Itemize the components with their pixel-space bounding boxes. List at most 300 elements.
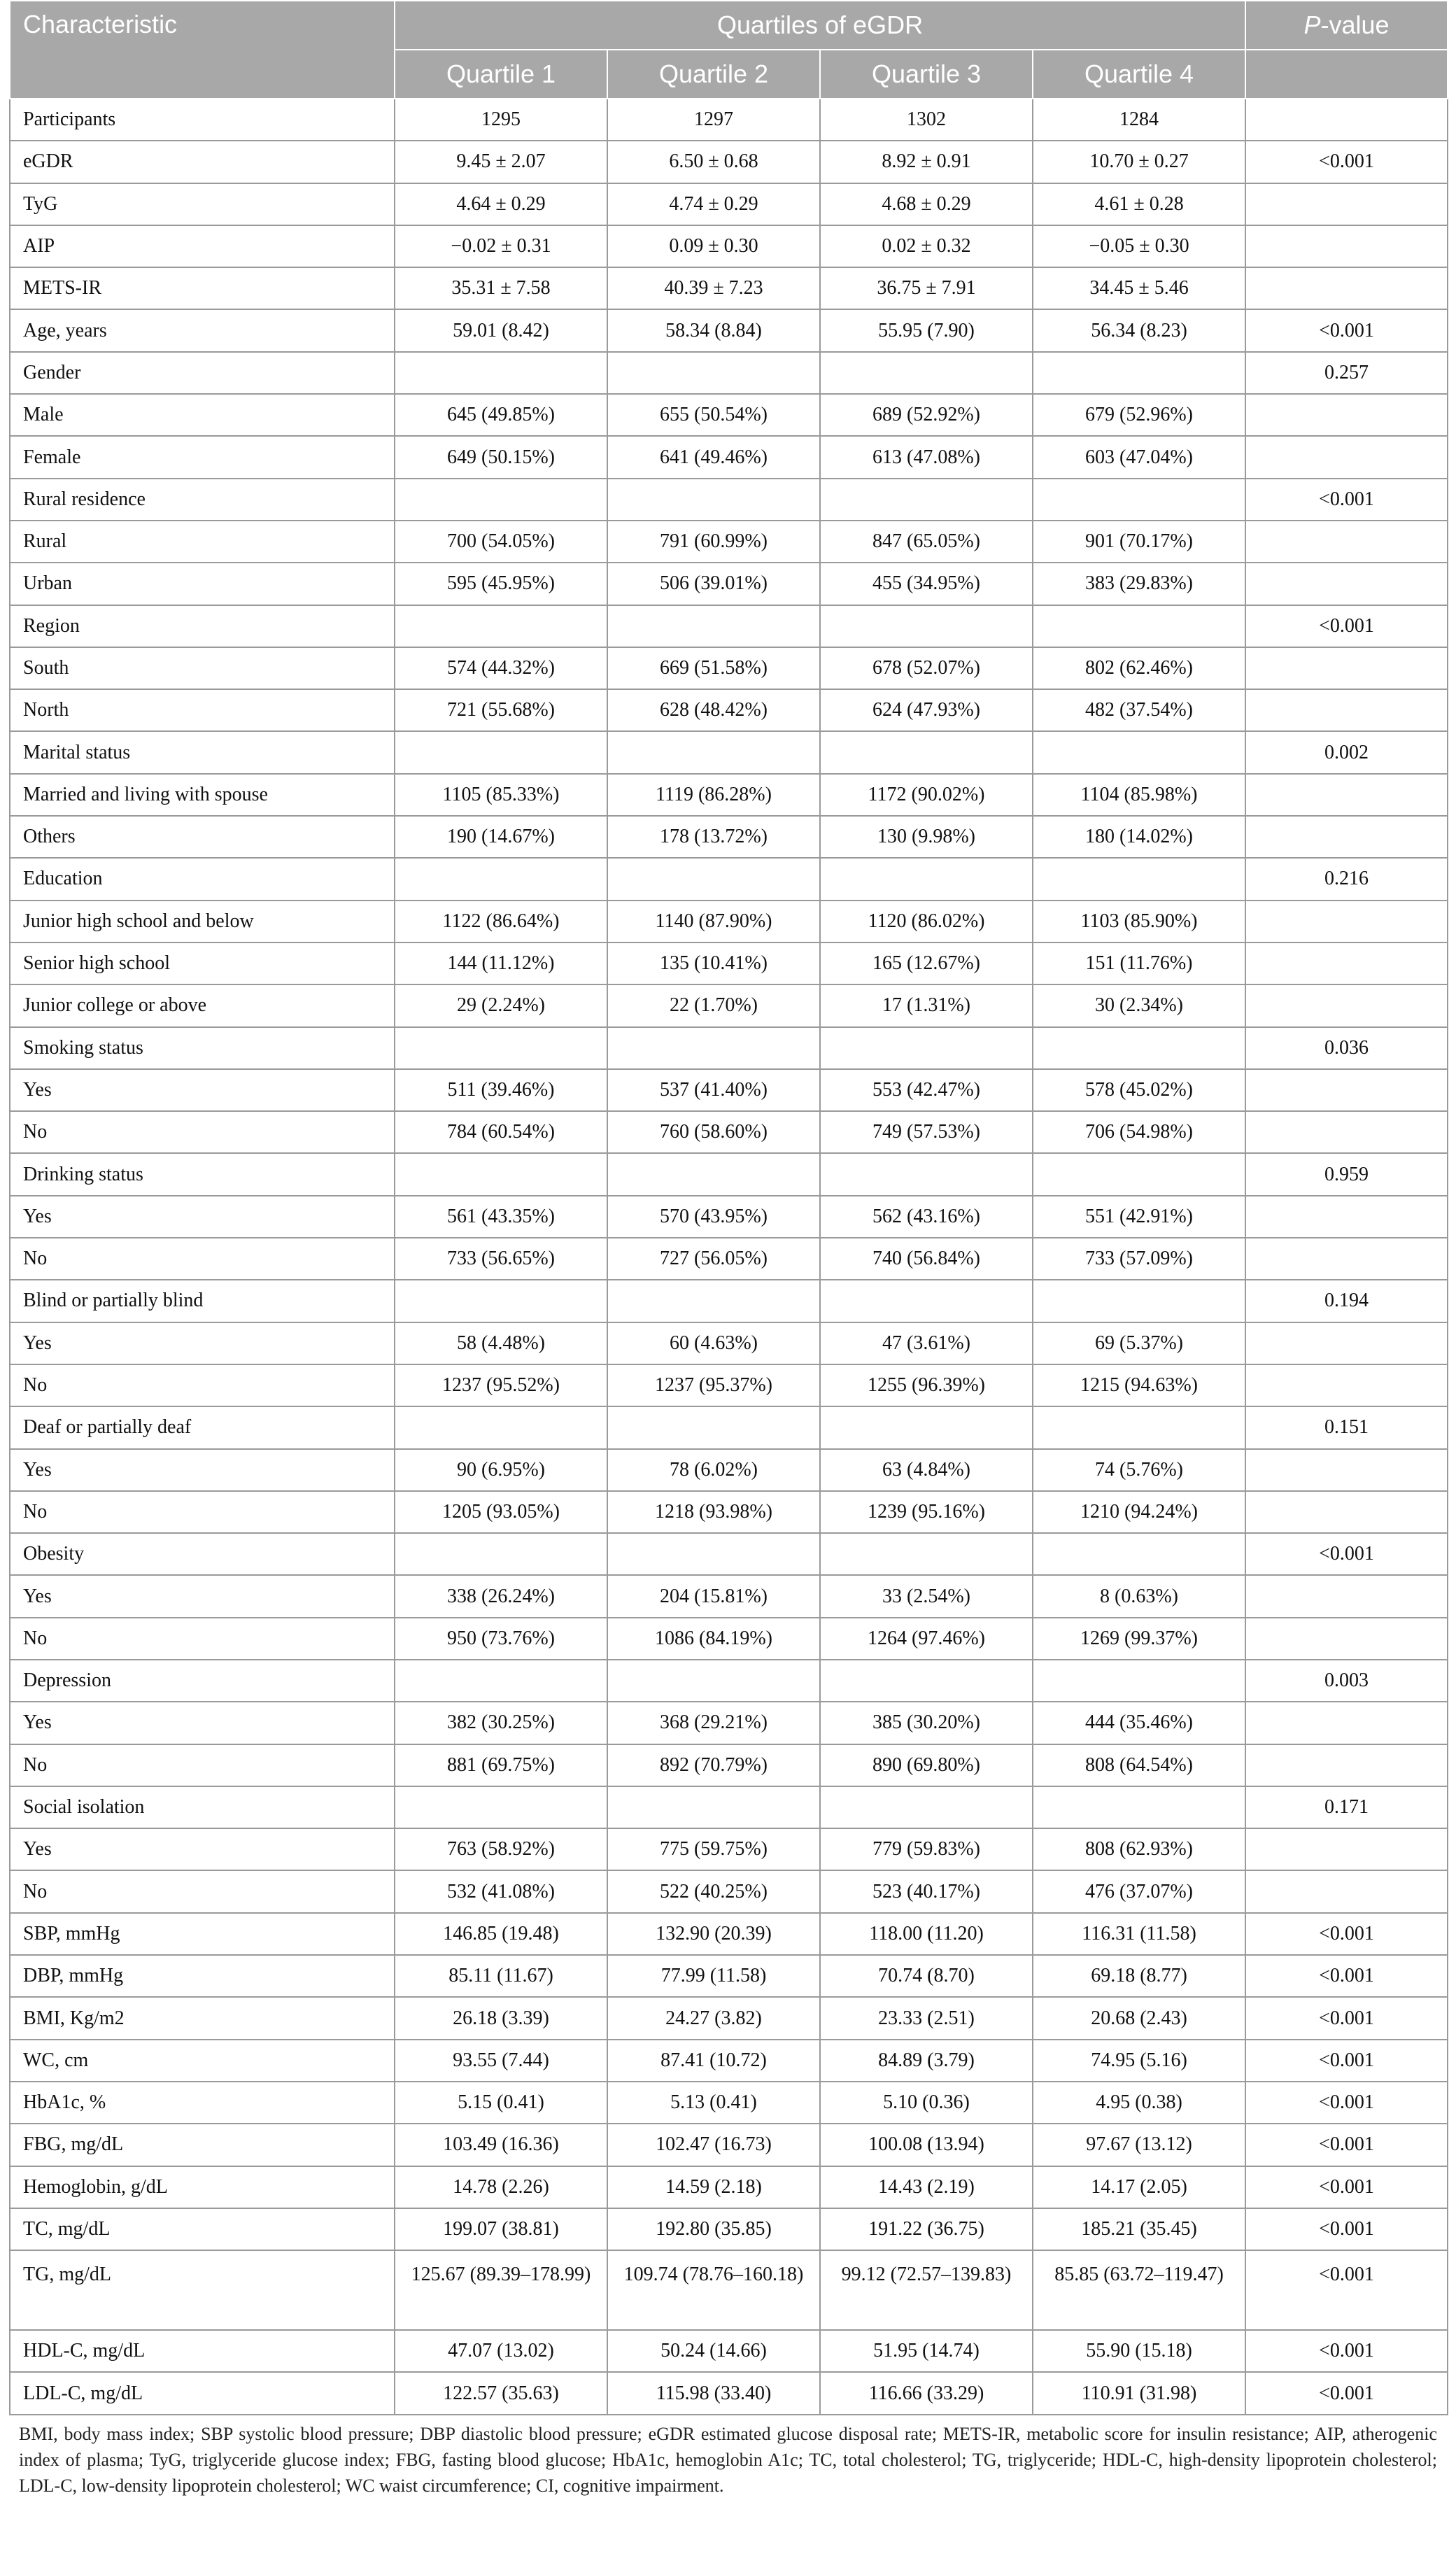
cell-quartile-3: 562 (43.16%) <box>820 1196 1033 1238</box>
cell-quartile-4: 110.91 (31.98) <box>1033 2372 1245 2414</box>
cell-p-value <box>1245 1828 1448 1870</box>
table-container <box>9 0 1447 2499</box>
cell-p-value: <0.001 <box>1245 2040 1448 2082</box>
cell-quartile-2: 60 (4.63%) <box>607 1322 820 1364</box>
cell-quartile-1: 595 (45.95%) <box>395 563 607 605</box>
cell-quartile-3: 130 (9.98%) <box>820 816 1033 858</box>
cell-quartile-1: 125.67 (89.39–178.99) <box>395 2250 607 2330</box>
cell-quartile-3: 455 (34.95%) <box>820 563 1033 605</box>
cell-quartile-1 <box>395 1153 607 1195</box>
cell-characteristic: No <box>10 1744 395 1786</box>
cell-characteristic: Married and living with spouse <box>10 774 395 816</box>
table-row <box>10 1027 1448 1069</box>
cell-characteristic: Yes <box>10 1828 395 1870</box>
cell-characteristic: Yes <box>10 1702 395 1744</box>
cell-quartile-4: 476 (37.07%) <box>1033 1870 1245 1912</box>
cell-quartile-1: 26.18 (3.39) <box>395 1997 607 2039</box>
cell-p-value <box>1245 1196 1448 1238</box>
cell-quartile-2: 204 (15.81%) <box>607 1575 820 1617</box>
cell-quartile-4: 1210 (94.24%) <box>1033 1491 1245 1533</box>
table-row <box>10 942 1448 984</box>
cell-p-value <box>1245 521 1448 563</box>
cell-characteristic: Yes <box>10 1449 395 1491</box>
cell-quartile-3 <box>820 1660 1033 1702</box>
cell-quartile-2: 368 (29.21%) <box>607 1702 820 1744</box>
cell-quartile-4: 20.68 (2.43) <box>1033 1997 1245 2039</box>
cell-quartile-2: 5.13 (0.41) <box>607 2082 820 2124</box>
cell-quartile-1 <box>395 1027 607 1069</box>
table-row <box>10 2166 1448 2208</box>
cell-quartile-1: 29 (2.24%) <box>395 984 607 1026</box>
cell-quartile-3: 740 (56.84%) <box>820 1238 1033 1280</box>
cell-quartile-1: 721 (55.68%) <box>395 689 607 731</box>
cell-quartile-4: 151 (11.76%) <box>1033 942 1245 984</box>
cell-p-value <box>1245 183 1448 225</box>
cell-quartile-4: 180 (14.02%) <box>1033 816 1245 858</box>
cell-quartile-3: 749 (57.53%) <box>820 1111 1033 1153</box>
cell-quartile-2 <box>607 1786 820 1828</box>
cell-quartile-2: 1297 <box>607 99 820 141</box>
table-row <box>10 183 1448 225</box>
cell-quartile-4 <box>1033 1280 1245 1322</box>
cell-quartile-1: 9.45 ± 2.07 <box>395 141 607 183</box>
cell-p-value <box>1245 901 1448 942</box>
cell-p-value <box>1245 394 1448 436</box>
table-row <box>10 2330 1448 2372</box>
cell-characteristic: DBP, mmHg <box>10 1955 395 1997</box>
cell-quartile-2: 537 (41.40%) <box>607 1069 820 1111</box>
table-row <box>10 436 1448 478</box>
cell-characteristic: Blind or partially blind <box>10 1280 395 1322</box>
cell-p-value: <0.001 <box>1245 1997 1448 2039</box>
cell-quartile-2: 791 (60.99%) <box>607 521 820 563</box>
cell-quartile-4: 1104 (85.98%) <box>1033 774 1245 816</box>
table-header <box>10 1 1448 99</box>
cell-quartile-3 <box>820 858 1033 900</box>
table-row <box>10 394 1448 436</box>
cell-p-value: 0.257 <box>1245 352 1448 394</box>
cell-quartile-2 <box>607 1153 820 1195</box>
cell-quartile-4: 383 (29.83%) <box>1033 563 1245 605</box>
table-row <box>10 309 1448 351</box>
table-row <box>10 1069 1448 1111</box>
cell-quartile-1: 122.57 (35.63) <box>395 2372 607 2414</box>
cell-quartile-3: 116.66 (33.29) <box>820 2372 1033 2414</box>
cell-characteristic: North <box>10 689 395 731</box>
cell-quartile-3: 847 (65.05%) <box>820 521 1033 563</box>
cell-quartile-4: 56.34 (8.23) <box>1033 309 1245 351</box>
cell-quartile-4: 185.21 (35.45) <box>1033 2208 1245 2250</box>
cell-quartile-2: 570 (43.95%) <box>607 1196 820 1238</box>
cell-characteristic: Rural residence <box>10 479 395 521</box>
cell-characteristic: AIP <box>10 225 395 267</box>
table-row <box>10 858 1448 900</box>
cell-quartile-3: 33 (2.54%) <box>820 1575 1033 1617</box>
cell-quartile-2 <box>607 1660 820 1702</box>
cell-characteristic: Drinking status <box>10 1153 395 1195</box>
cell-p-value: <0.001 <box>1245 1533 1448 1575</box>
cell-quartile-3: 51.95 (14.74) <box>820 2330 1033 2372</box>
table-row <box>10 563 1448 605</box>
cell-quartile-2: 109.74 (78.76–160.18) <box>607 2250 820 2330</box>
cell-quartile-2: 760 (58.60%) <box>607 1111 820 1153</box>
cell-quartile-3: 63 (4.84%) <box>820 1449 1033 1491</box>
cell-quartile-1: 1205 (93.05%) <box>395 1491 607 1533</box>
cell-quartile-4: 116.31 (11.58) <box>1033 1913 1245 1955</box>
cell-p-value <box>1245 774 1448 816</box>
cell-quartile-1 <box>395 1660 607 1702</box>
cell-quartile-3 <box>820 352 1033 394</box>
cell-quartile-2: 77.99 (11.58) <box>607 1955 820 1997</box>
cell-quartile-2 <box>607 605 820 647</box>
cell-quartile-2: 506 (39.01%) <box>607 563 820 605</box>
cell-p-value <box>1245 1491 1448 1533</box>
table-row <box>10 1660 1448 1702</box>
cell-characteristic: Yes <box>10 1069 395 1111</box>
cell-p-value <box>1245 1870 1448 1912</box>
cell-quartile-2 <box>607 1406 820 1448</box>
cell-quartile-2 <box>607 1027 820 1069</box>
cell-quartile-3: 385 (30.20%) <box>820 1702 1033 1744</box>
cell-quartile-2: 14.59 (2.18) <box>607 2166 820 2208</box>
cell-characteristic: Deaf or partially deaf <box>10 1406 395 1448</box>
table-row <box>10 479 1448 521</box>
cell-characteristic: Marital status <box>10 731 395 773</box>
cell-quartile-3: 0.02 ± 0.32 <box>820 225 1033 267</box>
cell-quartile-4 <box>1033 479 1245 521</box>
cell-quartile-3: 55.95 (7.90) <box>820 309 1033 351</box>
cell-quartile-3: 1302 <box>820 99 1033 141</box>
cell-p-value <box>1245 647 1448 689</box>
cell-quartile-3: 1120 (86.02%) <box>820 901 1033 942</box>
cell-characteristic: South <box>10 647 395 689</box>
cell-characteristic: Others <box>10 816 395 858</box>
cell-quartile-1: 1105 (85.33%) <box>395 774 607 816</box>
cell-quartile-2: 522 (40.25%) <box>607 1870 820 1912</box>
cell-quartile-2: 1140 (87.90%) <box>607 901 820 942</box>
cell-quartile-2: 0.09 ± 0.30 <box>607 225 820 267</box>
cell-p-value: <0.001 <box>1245 2250 1448 2330</box>
header-row-1 <box>10 1 1448 50</box>
cell-quartile-2: 115.98 (33.40) <box>607 2372 820 2414</box>
cell-p-value: <0.001 <box>1245 2208 1448 2250</box>
cell-quartile-1: 1295 <box>395 99 607 141</box>
header-quartile-4: Quartile 4 <box>1033 50 1245 99</box>
cell-quartile-2: 1218 (93.98%) <box>607 1491 820 1533</box>
cell-quartile-2 <box>607 352 820 394</box>
table-row <box>10 1449 1448 1491</box>
table-row <box>10 1491 1448 1533</box>
cell-p-value: <0.001 <box>1245 605 1448 647</box>
cell-p-value: <0.001 <box>1245 309 1448 351</box>
cell-quartile-3: 84.89 (3.79) <box>820 2040 1033 2082</box>
cell-p-value <box>1245 267 1448 309</box>
cell-quartile-3: 165 (12.67%) <box>820 942 1033 984</box>
cell-quartile-1: 561 (43.35%) <box>395 1196 607 1238</box>
cell-characteristic: Junior high school and below <box>10 901 395 942</box>
cell-quartile-4 <box>1033 858 1245 900</box>
cell-characteristic: Social isolation <box>10 1786 395 1828</box>
table-row <box>10 521 1448 563</box>
table-row <box>10 1533 1448 1575</box>
cell-p-value <box>1245 1238 1448 1280</box>
header-pvalue-blank <box>1245 50 1448 99</box>
cell-quartile-4 <box>1033 1153 1245 1195</box>
cell-quartile-3 <box>820 1786 1033 1828</box>
cell-quartile-3: 4.68 ± 0.29 <box>820 183 1033 225</box>
cell-quartile-4: 808 (62.93%) <box>1033 1828 1245 1870</box>
table-row <box>10 1111 1448 1153</box>
cell-p-value <box>1245 816 1448 858</box>
cell-quartile-1: 532 (41.08%) <box>395 1870 607 1912</box>
cell-quartile-3: 99.12 (72.57–139.83) <box>820 2250 1033 2330</box>
table-row <box>10 2372 1448 2414</box>
cell-quartile-4: 55.90 (15.18) <box>1033 2330 1245 2372</box>
cell-quartile-1: 784 (60.54%) <box>395 1111 607 1153</box>
cell-characteristic: HDL-C, mg/dL <box>10 2330 395 2372</box>
cell-quartile-2: 178 (13.72%) <box>607 816 820 858</box>
cell-quartile-4: 1269 (99.37%) <box>1033 1618 1245 1660</box>
cell-quartile-2: 727 (56.05%) <box>607 1238 820 1280</box>
cell-quartile-4: 74.95 (5.16) <box>1033 2040 1245 2082</box>
cell-quartile-3: 100.08 (13.94) <box>820 2124 1033 2166</box>
cell-characteristic: FBG, mg/dL <box>10 2124 395 2166</box>
cell-p-value <box>1245 1575 1448 1617</box>
cell-quartile-1 <box>395 858 607 900</box>
header-pvalue <box>1245 1 1448 50</box>
cell-characteristic: Junior college or above <box>10 984 395 1026</box>
table-row <box>10 1406 1448 1448</box>
table-row <box>10 2250 1448 2330</box>
table-row <box>10 1702 1448 1744</box>
cell-quartile-4: 1103 (85.90%) <box>1033 901 1245 942</box>
cell-quartile-1 <box>395 731 607 773</box>
cell-p-value: 0.036 <box>1245 1027 1448 1069</box>
cell-p-value <box>1245 1744 1448 1786</box>
cell-quartile-1: 85.11 (11.67) <box>395 1955 607 1997</box>
cell-p-value <box>1245 1069 1448 1111</box>
cell-quartile-2: 4.74 ± 0.29 <box>607 183 820 225</box>
cell-quartile-1 <box>395 479 607 521</box>
cell-characteristic: WC, cm <box>10 2040 395 2082</box>
cell-quartile-2: 58.34 (8.84) <box>607 309 820 351</box>
cell-quartile-3: 1255 (96.39%) <box>820 1364 1033 1406</box>
cell-quartile-4: 603 (47.04%) <box>1033 436 1245 478</box>
cell-characteristic: Female <box>10 436 395 478</box>
cell-quartile-3: 70.74 (8.70) <box>820 1955 1033 1997</box>
table-row <box>10 774 1448 816</box>
cell-quartile-2 <box>607 479 820 521</box>
cell-quartile-2: 628 (48.42%) <box>607 689 820 731</box>
cell-quartile-1: 1237 (95.52%) <box>395 1364 607 1406</box>
cell-quartile-2: 50.24 (14.66) <box>607 2330 820 2372</box>
cell-quartile-4: 679 (52.96%) <box>1033 394 1245 436</box>
cell-quartile-1: 733 (56.65%) <box>395 1238 607 1280</box>
cell-quartile-1: 58 (4.48%) <box>395 1322 607 1364</box>
cell-characteristic: HbA1c, % <box>10 2082 395 2124</box>
cell-p-value <box>1245 984 1448 1026</box>
cell-quartile-3: 118.00 (11.20) <box>820 1913 1033 1955</box>
cell-quartile-4 <box>1033 1786 1245 1828</box>
cell-quartile-4: 482 (37.54%) <box>1033 689 1245 731</box>
cell-quartile-4: 34.45 ± 5.46 <box>1033 267 1245 309</box>
cell-p-value: 0.171 <box>1245 1786 1448 1828</box>
cell-quartile-1 <box>395 352 607 394</box>
cell-quartile-1: 574 (44.32%) <box>395 647 607 689</box>
cell-characteristic: SBP, mmHg <box>10 1913 395 1955</box>
cell-characteristic: Region <box>10 605 395 647</box>
header-quartile-3: Quartile 3 <box>820 50 1033 99</box>
cell-p-value: 0.002 <box>1245 731 1448 773</box>
cell-p-value: <0.001 <box>1245 1913 1448 1955</box>
cell-quartile-4 <box>1033 605 1245 647</box>
table-row <box>10 1618 1448 1660</box>
cell-quartile-2: 102.47 (16.73) <box>607 2124 820 2166</box>
table-row <box>10 99 1448 141</box>
cell-quartile-1: 35.31 ± 7.58 <box>395 267 607 309</box>
cell-p-value: <0.001 <box>1245 2166 1448 2208</box>
cell-quartile-2 <box>607 731 820 773</box>
cell-quartile-2: 641 (49.46%) <box>607 436 820 478</box>
table-row <box>10 816 1448 858</box>
table-row <box>10 1870 1448 1912</box>
table-row <box>10 1575 1448 1617</box>
cell-quartile-3: 14.43 (2.19) <box>820 2166 1033 2208</box>
cell-quartile-1: 93.55 (7.44) <box>395 2040 607 2082</box>
cell-quartile-1 <box>395 605 607 647</box>
cell-p-value <box>1245 1449 1448 1491</box>
table-row <box>10 901 1448 942</box>
cell-characteristic: Yes <box>10 1322 395 1364</box>
cell-quartile-4: 802 (62.46%) <box>1033 647 1245 689</box>
cell-quartile-4: 69 (5.37%) <box>1033 1322 1245 1364</box>
cell-p-value <box>1245 563 1448 605</box>
cell-p-value: <0.001 <box>1245 2330 1448 2372</box>
cell-p-value <box>1245 436 1448 478</box>
cell-p-value <box>1245 1322 1448 1364</box>
cell-quartile-2 <box>607 1280 820 1322</box>
cell-characteristic: Smoking status <box>10 1027 395 1069</box>
cell-characteristic: Hemoglobin, g/dL <box>10 2166 395 2208</box>
cell-characteristic: Education <box>10 858 395 900</box>
cell-quartile-4 <box>1033 1533 1245 1575</box>
cell-characteristic: Gender <box>10 352 395 394</box>
cell-quartile-3: 613 (47.08%) <box>820 436 1033 478</box>
cell-quartile-4: 69.18 (8.77) <box>1033 1955 1245 1997</box>
cell-characteristic: Participants <box>10 99 395 141</box>
table-row <box>10 689 1448 731</box>
cell-quartile-4: 1284 <box>1033 99 1245 141</box>
cell-quartile-1: 4.64 ± 0.29 <box>395 183 607 225</box>
cell-characteristic: No <box>10 1870 395 1912</box>
cell-characteristic: No <box>10 1618 395 1660</box>
cell-quartile-3 <box>820 1280 1033 1322</box>
cell-quartile-3: 523 (40.17%) <box>820 1870 1033 1912</box>
cell-quartile-2 <box>607 1533 820 1575</box>
cell-p-value: <0.001 <box>1245 1955 1448 1997</box>
cell-p-value: 0.959 <box>1245 1153 1448 1195</box>
cell-quartile-3: 553 (42.47%) <box>820 1069 1033 1111</box>
cell-quartile-1: 338 (26.24%) <box>395 1575 607 1617</box>
header-quartile-group: Quartiles of eGDR <box>395 1 1245 50</box>
cell-quartile-4 <box>1033 352 1245 394</box>
cell-characteristic: Yes <box>10 1196 395 1238</box>
cell-p-value: <0.001 <box>1245 2372 1448 2414</box>
cell-quartile-4: 1215 (94.63%) <box>1033 1364 1245 1406</box>
cell-quartile-3: 36.75 ± 7.91 <box>820 267 1033 309</box>
cell-quartile-3: 5.10 (0.36) <box>820 2082 1033 2124</box>
cell-quartile-1 <box>395 1406 607 1448</box>
cell-quartile-3: 779 (59.83%) <box>820 1828 1033 1870</box>
cell-quartile-2: 22 (1.70%) <box>607 984 820 1026</box>
cell-quartile-3: 23.33 (2.51) <box>820 1997 1033 2039</box>
table-row <box>10 605 1448 647</box>
cell-quartile-3 <box>820 1406 1033 1448</box>
cell-p-value: <0.001 <box>1245 479 1448 521</box>
cell-p-value <box>1245 99 1448 141</box>
cell-quartile-3: 1264 (97.46%) <box>820 1618 1033 1660</box>
cell-quartile-3: 689 (52.92%) <box>820 394 1033 436</box>
cell-quartile-3 <box>820 731 1033 773</box>
cell-p-value <box>1245 942 1448 984</box>
cell-characteristic: TC, mg/dL <box>10 2208 395 2250</box>
table-row <box>10 1744 1448 1786</box>
table-row <box>10 647 1448 689</box>
cell-quartile-4: 4.61 ± 0.28 <box>1033 183 1245 225</box>
cell-quartile-4: 85.85 (63.72–119.47) <box>1033 2250 1245 2330</box>
table-row <box>10 2124 1448 2166</box>
cell-p-value <box>1245 225 1448 267</box>
cell-quartile-3 <box>820 479 1033 521</box>
cell-quartile-1: 950 (73.76%) <box>395 1618 607 1660</box>
cell-characteristic: TyG <box>10 183 395 225</box>
cell-quartile-2: 78 (6.02%) <box>607 1449 820 1491</box>
baseline-characteristics-table <box>9 0 1448 2415</box>
cell-characteristic: Male <box>10 394 395 436</box>
table-row <box>10 1786 1448 1828</box>
cell-p-value <box>1245 1702 1448 1744</box>
cell-quartile-3 <box>820 1153 1033 1195</box>
cell-quartile-4 <box>1033 1027 1245 1069</box>
table-row <box>10 1280 1448 1322</box>
table-row <box>10 1997 1448 2039</box>
header-quartile-2: Quartile 2 <box>607 50 820 99</box>
cell-p-value <box>1245 1111 1448 1153</box>
cell-characteristic: Yes <box>10 1575 395 1617</box>
cell-characteristic: BMI, Kg/m2 <box>10 1997 395 2039</box>
table-row <box>10 1153 1448 1195</box>
table-row <box>10 141 1448 183</box>
cell-quartile-1: 763 (58.92%) <box>395 1828 607 1870</box>
cell-quartile-4: 74 (5.76%) <box>1033 1449 1245 1491</box>
cell-quartile-4: 901 (70.17%) <box>1033 521 1245 563</box>
cell-p-value: <0.001 <box>1245 2124 1448 2166</box>
cell-quartile-1: 511 (39.46%) <box>395 1069 607 1111</box>
cell-quartile-2: 892 (70.79%) <box>607 1744 820 1786</box>
cell-quartile-1: 199.07 (38.81) <box>395 2208 607 2250</box>
cell-quartile-2: 669 (51.58%) <box>607 647 820 689</box>
cell-quartile-2: 1237 (95.37%) <box>607 1364 820 1406</box>
cell-characteristic: eGDR <box>10 141 395 183</box>
cell-characteristic: Depression <box>10 1660 395 1702</box>
cell-quartile-1: 144 (11.12%) <box>395 942 607 984</box>
cell-quartile-1: 146.85 (19.48) <box>395 1913 607 1955</box>
cell-quartile-4: 444 (35.46%) <box>1033 1702 1245 1744</box>
cell-p-value: <0.001 <box>1245 2082 1448 2124</box>
cell-characteristic: No <box>10 1491 395 1533</box>
cell-quartile-4: 4.95 (0.38) <box>1033 2082 1245 2124</box>
table-row <box>10 225 1448 267</box>
